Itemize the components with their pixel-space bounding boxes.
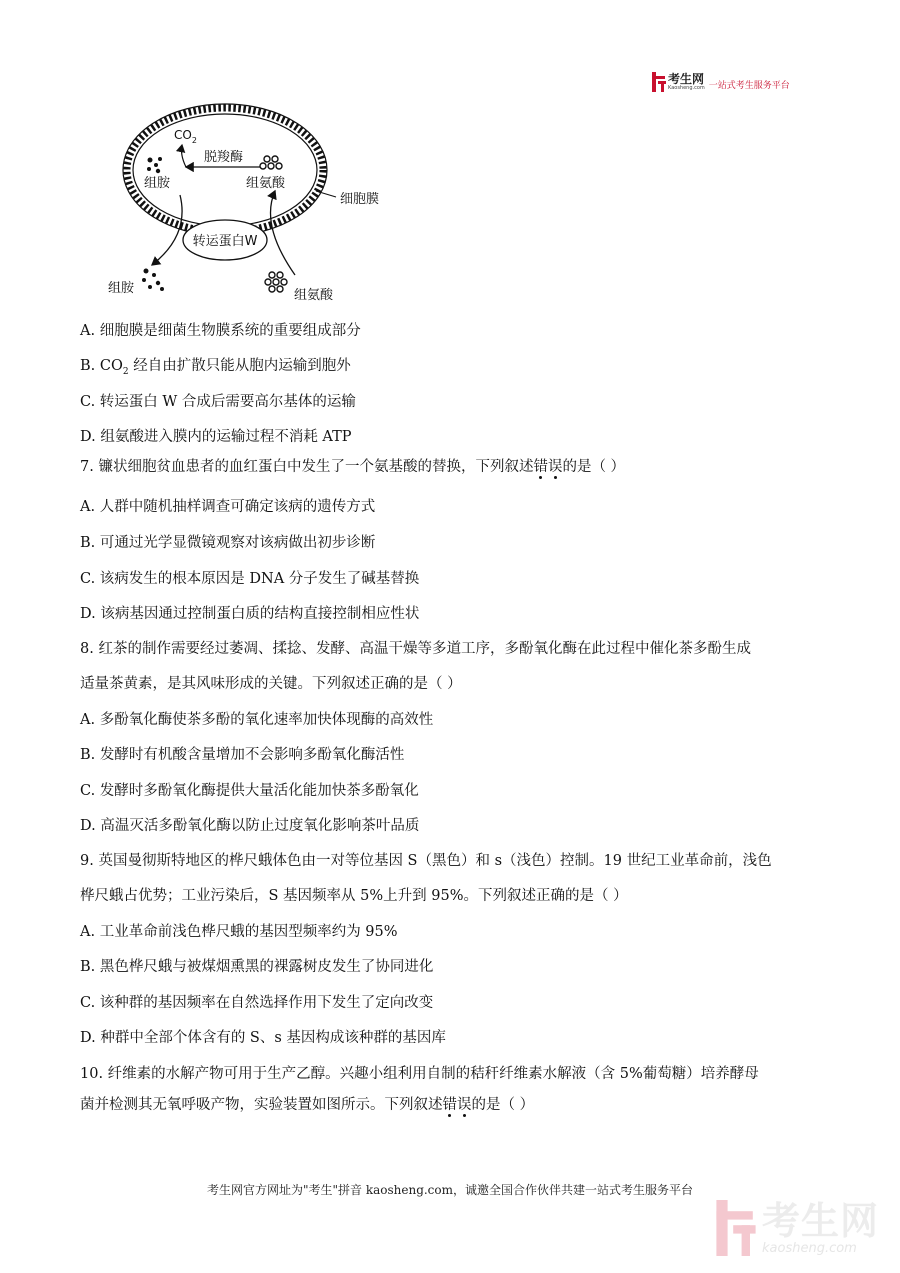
q6-option-c: C. 转运蛋白 W 合成后需要高尔基体的运输	[80, 394, 356, 410]
q10-stem-line2: 菌并检测其无氧呼吸产物，实验装置如图所示。下列叙述错误的是（ ）	[80, 1097, 535, 1113]
histidine-inside-circles	[260, 156, 282, 169]
histidine-import-arrow	[271, 191, 296, 275]
q8-option-a: A. 多酚氧化酶使茶多酚的氧化速率加快体现酶的高效性	[80, 712, 434, 728]
page-footer: 考生网官方网址为"考生"拼音 kaosheng.com，诚邀全国合作伙伴共建一站式考生服务平台	[206, 1183, 694, 1197]
q6-option-a: A. 细胞膜是细菌生物膜系统的重要组成部分	[80, 323, 361, 339]
membrane-label: 细胞膜	[340, 192, 380, 207]
histamine-outside-dots	[142, 269, 164, 292]
q7-option-c: C. 该病发生的根本原因是 DNA 分子发生了碱基替换	[80, 571, 420, 587]
q9-option-a: A. 工业革命前浅色桦尺蛾的基因型频率约为 95%	[80, 924, 398, 940]
watermark-name: 考生网	[762, 1198, 880, 1243]
q9-option-d: D. 种群中全部个体含有的 S、s 基因构成该种群的基因库	[80, 1030, 446, 1046]
q9-option-c: C. 该种群的基因频率在自然选择作用下发生了定向改变	[80, 995, 434, 1011]
cell-membrane-figure	[100, 95, 420, 310]
logo-name: 考生网	[668, 72, 705, 86]
logo-domain: Kaosheng.com	[668, 85, 705, 91]
kaosheng-logo-icon	[652, 72, 666, 92]
q10-stem-line1: 10. 纤维素的水解产物可用于生产乙醇。兴趣小组利用自制的秸秆纤维素水解液（含 5%葡萄糖）培养酵母	[80, 1066, 759, 1082]
histidine-outside-circles	[265, 272, 287, 292]
membrane-inner-line	[133, 114, 317, 226]
q8-option-c: C. 发酵时多酚氧化酶提供大量活化能加快茶多酚氧化	[80, 783, 419, 799]
q8-option-b: B. 发酵时有机酸含量增加不会影响多酚氧化酶活性	[80, 747, 405, 763]
histamine-inside-dots	[147, 157, 162, 173]
q8-stem-line1: 8. 红茶的制作需要经过萎凋、揉捻、发酵、高温干燥等多道工序，多酚氧化酶在此过程中催化茶多酚生成	[80, 641, 751, 657]
q9-stem-line2: 桦尺蛾占优势；工业污染后，S 基因频率从 5%上升到 95%。下列叙述正确的是（ ）	[80, 888, 628, 904]
q9-option-b: B. 黑色桦尺蛾与被煤烟熏黑的裸露树皮发生了协同进化	[80, 959, 434, 975]
q9-stem-line1: 9. 英国曼彻斯特地区的桦尺蛾体色由一对等位基因 S（黑色）和 s（浅色）控制。19 世纪工业革命前，浅色	[80, 853, 772, 869]
watermark-logo-icon	[716, 1200, 756, 1256]
watermark-domain: kaosheng.com	[762, 1240, 857, 1256]
q6-option-d: D. 组氨酸进入膜内的运输过程不消耗 ATP	[80, 429, 352, 445]
co2-release-arrow	[182, 145, 187, 167]
q8-option-d: D. 高温灭活多酚氧化酶以防止过度氧化影响茶叶品质	[80, 818, 420, 834]
histamine-inside-label: 组胺	[144, 176, 171, 191]
q7-option-d: D. 该病基因通过控制蛋白质的结构直接控制相应性状	[80, 606, 420, 622]
q7-stem: 7. 镰状细胞贫血患者的血红蛋白中发生了一个氨基酸的替换，下列叙述错误的是（ ）	[80, 459, 626, 475]
header-slogan: 一站式考生服务平台	[708, 80, 790, 91]
decarboxylase-label: 脱羧酶	[204, 150, 244, 165]
histidine-outside-label: 组氨酸	[294, 288, 334, 303]
transporter-w-label: 转运蛋白W	[192, 234, 258, 249]
header-logo	[652, 72, 790, 92]
q8-stem-line2: 适量茶黄素，是其风味形成的关键。下列叙述正确的是（ ）	[80, 676, 462, 692]
q6-option-b: B. $CO_2$ 经自由扩散只能从胞内运输到胞外	[80, 358, 351, 377]
watermark	[716, 1200, 879, 1256]
histamine-export-arrow	[152, 195, 182, 265]
q7-option-b: B. 可通过光学显微镜观察对该病做出初步诊断	[80, 535, 376, 551]
histidine-inside-label: 组氨酸	[246, 176, 286, 191]
histamine-outside-label: 组胺	[108, 281, 135, 296]
q7-option-a: A. 人群中随机抽样调查可确定该病的遗传方式	[80, 499, 376, 515]
cell-diagram	[100, 95, 420, 310]
co2-label: $CO_2$	[174, 128, 197, 145]
